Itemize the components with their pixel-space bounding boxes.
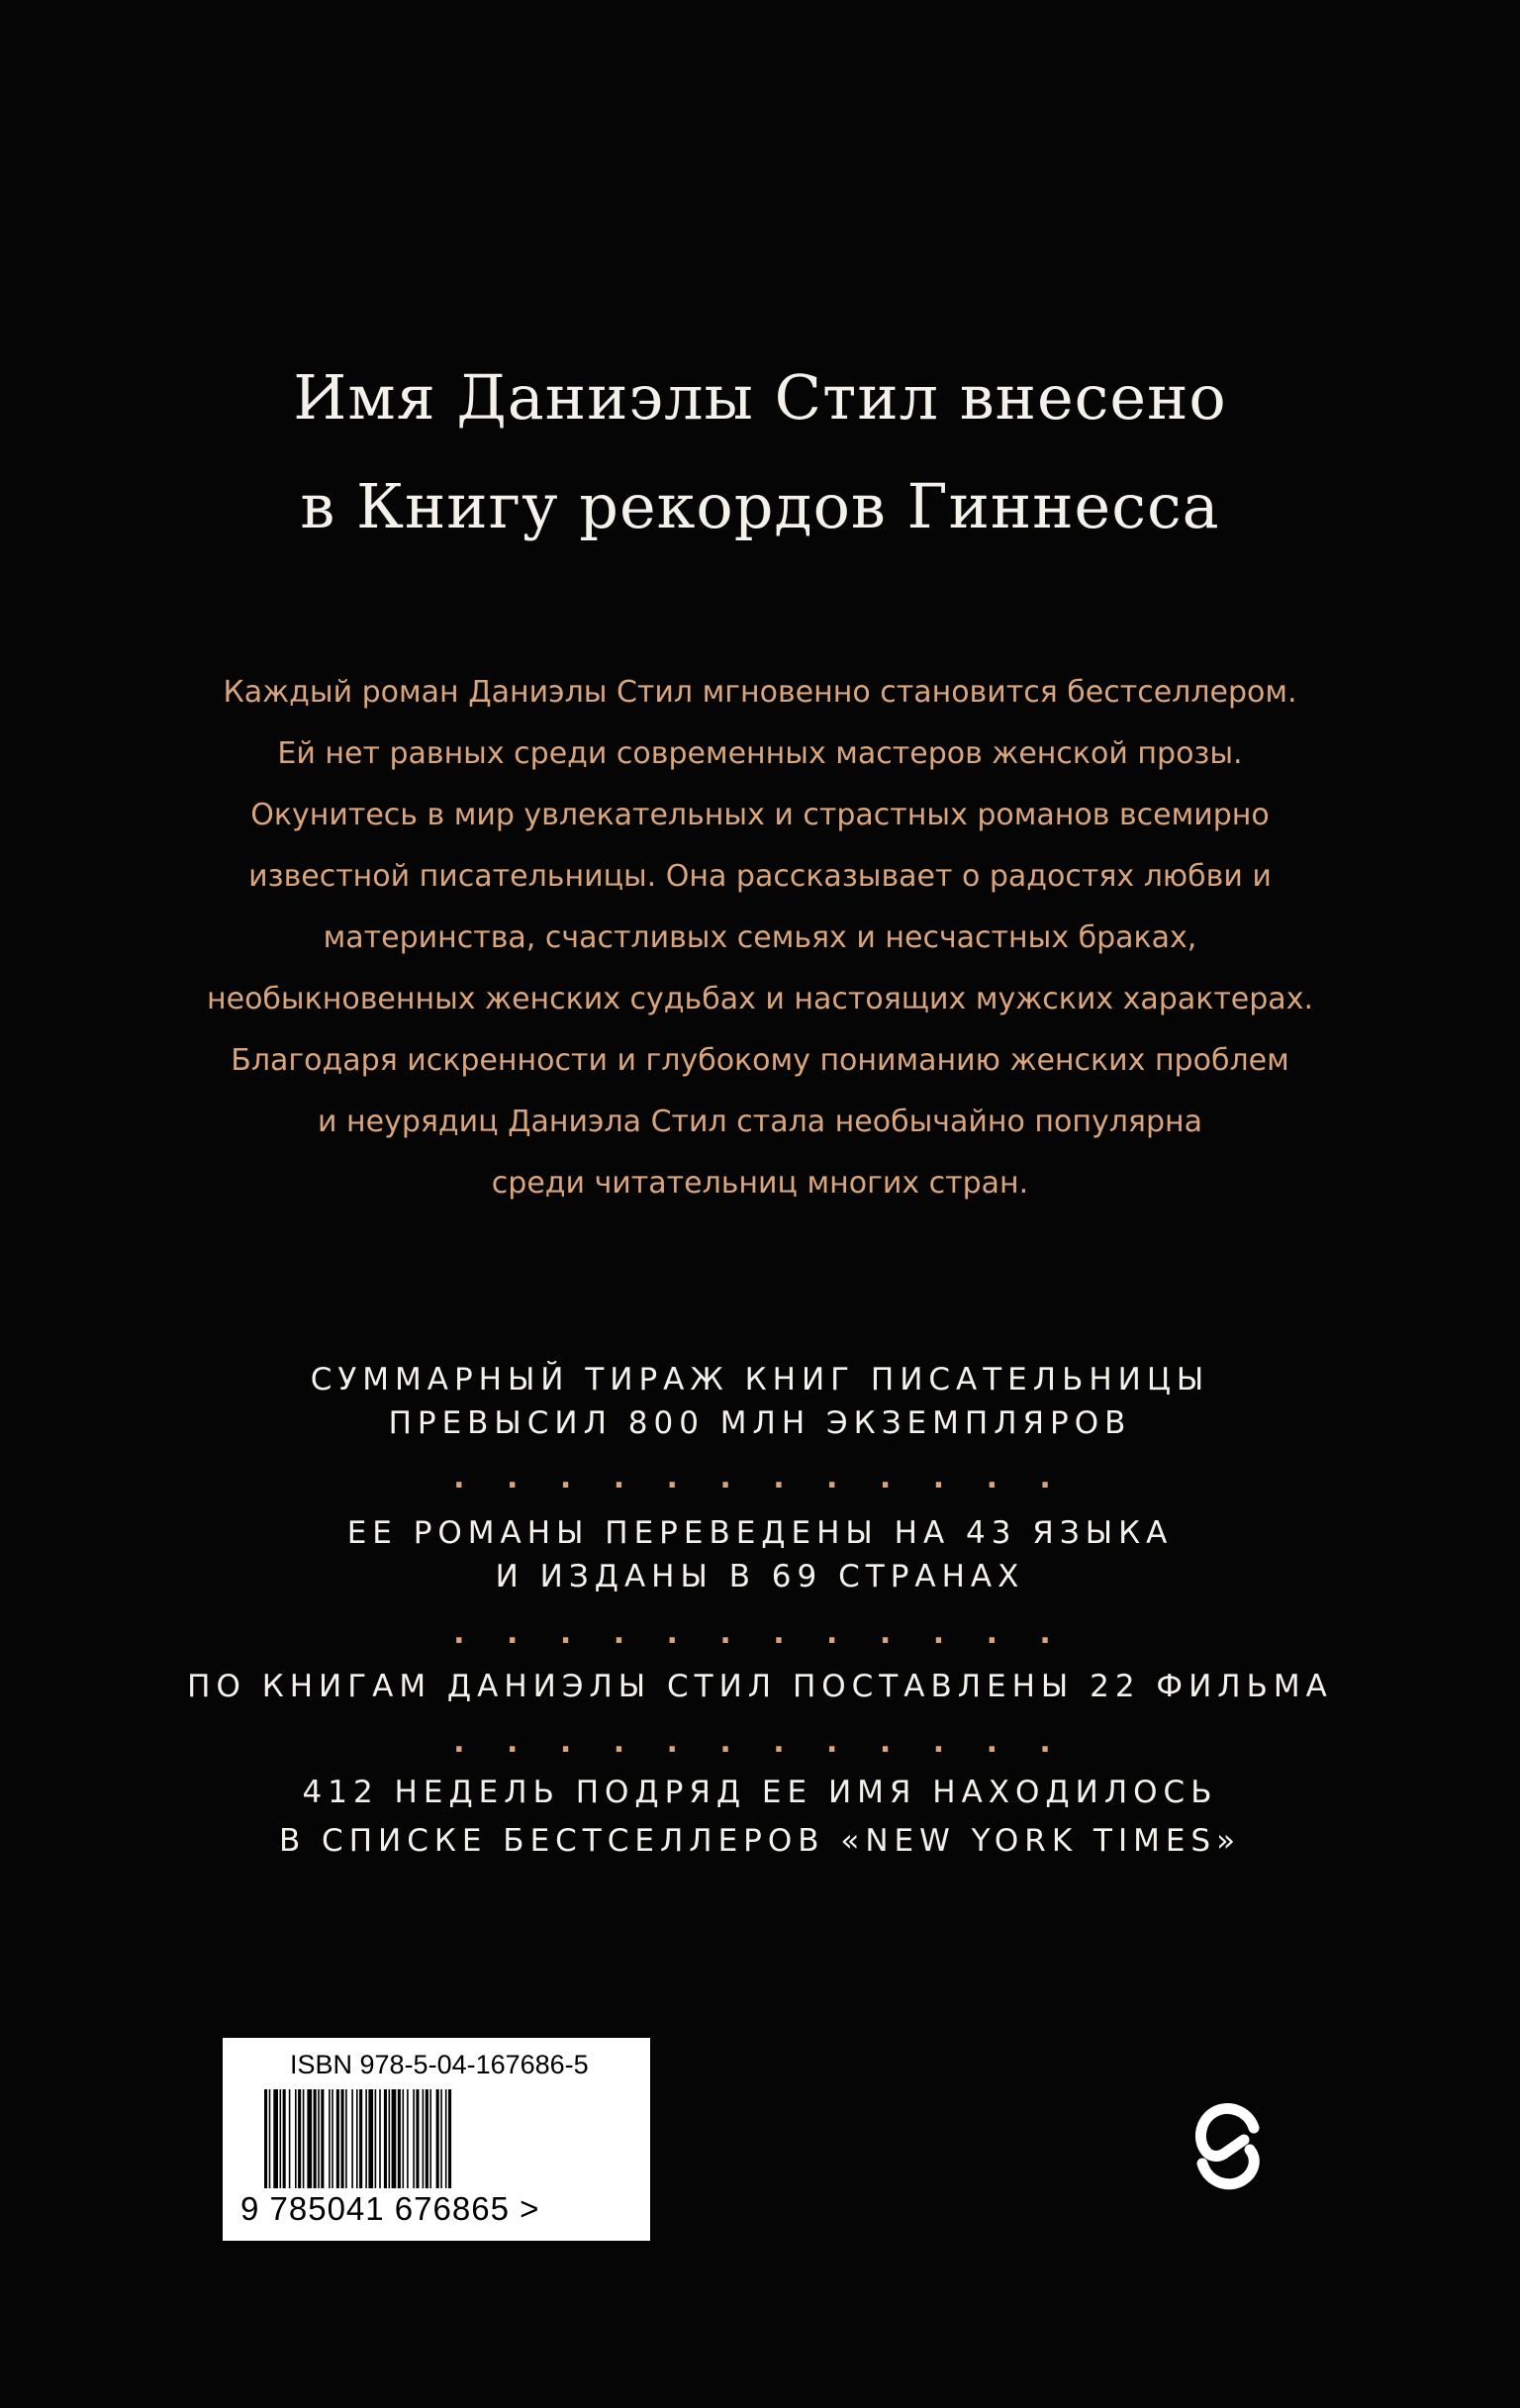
fact-translations-line-2: И ИЗДАНЫ В 69 СТРАНАХ — [495, 1559, 1025, 1594]
fact-circulation-line-1: СУММАРНЫЙ ТИРАЖ КНИГ ПИСАТЕЛЬНИЦЫ — [310, 1362, 1210, 1397]
dotted-separator: . . . . . . . . . . . . — [453, 1461, 1067, 1495]
description-line: известной писательницы. Она рассказывает о радостях любви и — [248, 859, 1272, 894]
description-line: материнства, счастливых семьях и несчастных браках, — [323, 920, 1197, 955]
description-line: и неурядиц Даниэла Стил стала необычайно популярна — [317, 1105, 1203, 1139]
description-line: Окунитесь в мир увлекательных и страстных романов всемирно — [250, 798, 1270, 832]
dotted-separator: . . . . . . . . . . . . — [453, 1616, 1067, 1651]
fact-nyt-line-2: В СПИСКЕ БЕСТСЕЛЛЕРОВ «NEW YORK TIMES» — [278, 1823, 1242, 1859]
fact-translations-line-1: ЕЕ РОМАНЫ ПЕРЕВЕДЕНЫ НА 43 ЯЗЫКА — [346, 1515, 1174, 1551]
headline-line-1: Имя Даниэлы Стил внесено — [293, 361, 1227, 433]
description-line: среди читательниц многих стран. — [491, 1166, 1029, 1201]
headline-line-2: в Книгу рекордов Гиннесса — [300, 470, 1220, 542]
barcode-bars — [264, 2089, 611, 2188]
description-line: Каждый роман Даниэлы Стил мгновенно становится бестселлером. — [223, 675, 1297, 710]
publisher-logo-icon — [1192, 2098, 1262, 2193]
isbn-number: ISBN 978-5-04-167686-5 — [290, 2050, 589, 2079]
fact-films: ПО КНИГАМ ДАНИЭЛЫ СТИЛ ПОСТАВЛЕНЫ 22 ФИЛЬМА — [187, 1669, 1333, 1704]
fact-circulation-line-2: ПРЕВЫСИЛ 800 МЛН ЭКЗЕМПЛЯРОВ — [388, 1405, 1132, 1441]
description-paragraph — [99, 662, 1421, 1214]
fact-nyt-line-1: 412 НЕДЕЛЬ ПОДРЯД ЕЕ ИМЯ НАХОДИЛОСЬ — [302, 1775, 1218, 1810]
isbn-barcode — [223, 2038, 650, 2241]
description-line: Ей нет равных среди современных мастеров женской прозы. — [277, 736, 1243, 771]
description-line: необыкновенных женских судьбах и настоящих мужских характерах. — [207, 982, 1313, 1016]
description-line: Благодаря искренности и глубокому пониманию женских проблем — [231, 1043, 1289, 1078]
dotted-separator: . . . . . . . . . . . . — [453, 1725, 1067, 1760]
ean-digits: 9 785041 676865 > — [240, 2190, 540, 2227]
